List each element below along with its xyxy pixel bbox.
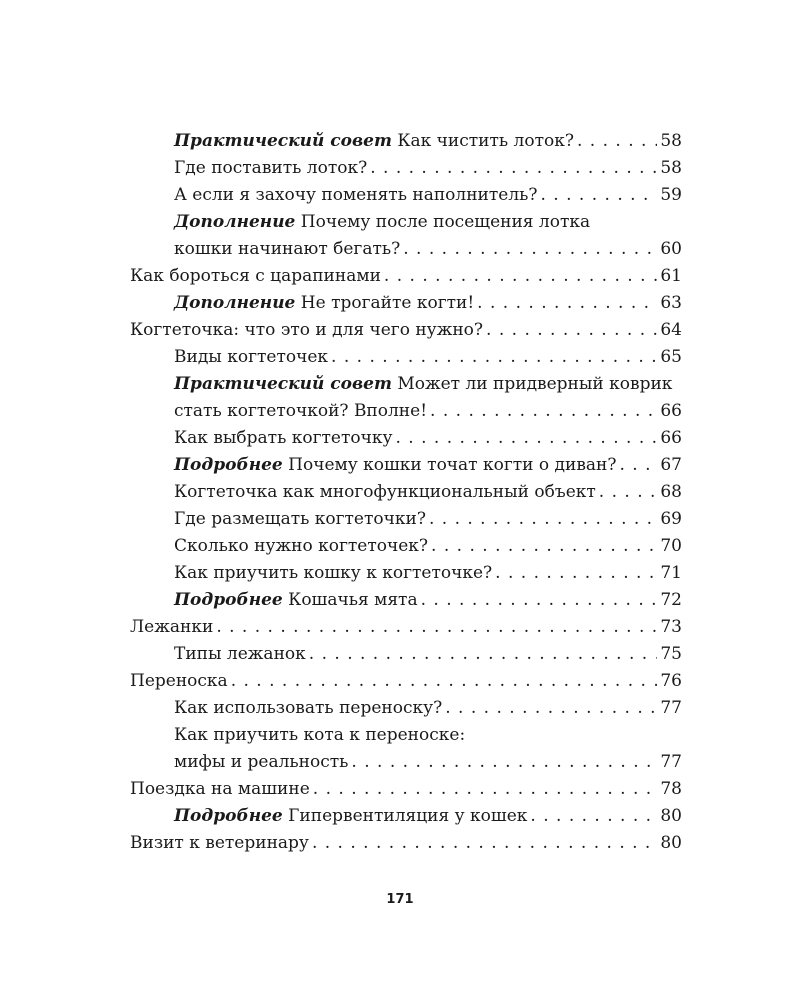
toc-entry-title [174,803,527,830]
toc-entry [130,803,682,830]
toc-entry-page: 70 [660,536,682,556]
toc-entry-title [174,425,392,452]
toc-entry-page: 75 [660,644,682,664]
dot-leader [430,398,657,425]
toc-entry [130,641,682,668]
toc-entry [130,668,682,695]
toc-entry-title [130,263,381,290]
dot-leader [486,317,657,344]
toc-entry-text: Может ли придверный коврик [397,374,673,394]
dot-leader [477,290,657,317]
toc-entry-title [174,479,596,506]
toc-entry [130,587,682,614]
toc-entry-title [174,155,367,182]
toc-entry-text: А если я захочу поменять наполнитель? [174,185,538,205]
toc-entry-title [174,128,574,155]
toc-entry-title [130,830,309,857]
table-of-contents [130,128,682,857]
toc-entry-title [174,344,328,371]
toc-entry-page: 77 [660,752,682,772]
toc-entry-title [130,614,213,641]
dot-leader [313,776,658,803]
dot-leader [431,533,657,560]
toc-entry-title [130,317,483,344]
dot-leader [541,182,658,209]
toc-entry-page: 66 [660,401,682,421]
toc-entry-title [174,641,306,668]
toc-entry-page: 77 [660,698,682,718]
toc-entry-title [174,695,442,722]
toc-entry-page: 71 [660,563,682,583]
toc-entry-text: Виды когтеточек [174,347,329,367]
toc-entry-page: 67 [660,455,682,475]
toc-entry-page: 58 [660,158,682,178]
toc-entry-title [174,722,465,749]
dot-leader [312,830,657,857]
toc-entry-page: 78 [660,779,682,799]
dot-leader [384,263,657,290]
toc-entry [130,371,682,398]
toc-entry-text: Где поставить лоток? [174,158,368,178]
toc-entry-text: Сколько нужно когтеточек? [174,536,429,556]
toc-entry [130,128,682,155]
toc-entry [130,398,682,425]
dot-leader [599,479,658,506]
toc-entry-tag: Дополнение [174,212,296,232]
toc-entry-title [174,371,672,398]
toc-entry-text: мифы и реальность [174,752,349,772]
toc-entry [130,830,682,857]
toc-entry-title [174,236,400,263]
toc-entry-text: Гипервентиляция у кошек [288,806,528,826]
dot-leader [370,155,657,182]
toc-entry-title [174,209,590,236]
toc-entry-page: 76 [660,671,682,691]
toc-entry-title [174,452,617,479]
toc-entry-text: Как приучить кошку к когтеточке? [174,563,493,583]
toc-entry [130,560,682,587]
toc-entry-text: кошки начинают бегать? [174,239,401,259]
toc-entry-text: Как выбрать когтеточку [174,428,393,448]
toc-entry-page: 66 [660,428,682,448]
toc-entry [130,155,682,182]
toc-entry [130,452,682,479]
toc-entry-title [174,290,474,317]
toc-entry [130,209,682,236]
toc-entry [130,479,682,506]
toc-entry-text: Почему после посещения лотка [300,212,591,232]
dot-leader [403,236,657,263]
toc-entry-page: 60 [660,239,682,259]
toc-entry-page: 61 [660,266,682,286]
dot-leader [216,614,657,641]
dot-leader [429,506,657,533]
toc-entry-tag: Практический совет [174,131,392,151]
toc-entry-title [130,668,228,695]
toc-entry [130,263,682,290]
toc-entry-page: 69 [660,509,682,529]
toc-entry-text: Кошачья мята [288,590,418,610]
toc-entry-title [174,182,538,209]
toc-entry-page: 73 [660,617,682,637]
toc-entry-text: Как использовать переноску? [174,698,443,718]
toc-entry-text: Когтеточка как многофункциональный объект [174,482,596,502]
toc-entry-title [174,749,348,776]
dot-leader [530,803,657,830]
toc-entry-tag: Подробнее [174,590,283,610]
dot-leader [351,749,657,776]
toc-entry-text: стать когтеточкой? Вполне! [174,401,428,421]
toc-entry-page: 64 [660,320,682,340]
toc-entry [130,722,682,749]
toc-entry-page: 80 [660,806,682,826]
dot-leader [331,344,657,371]
toc-entry-text: Как бороться с царапинами [130,266,381,286]
toc-entry-page: 68 [660,482,682,502]
toc-entry [130,506,682,533]
toc-entry-text: Визит к ветеринару [130,833,309,853]
toc-entry [130,749,682,776]
toc-entry-title [174,533,428,560]
dot-leader [577,128,657,155]
toc-entry-title [174,587,418,614]
toc-entry [130,317,682,344]
toc-entry-tag: Дополнение [174,293,296,313]
dot-leader [421,587,658,614]
toc-entry-title [174,560,492,587]
toc-entry-text: Почему кошки точат когти о диван? [288,455,617,475]
toc-entry [130,533,682,560]
dot-leader [309,641,658,668]
dot-leader [620,452,658,479]
toc-entry-page: 72 [660,590,682,610]
dot-leader [395,425,657,452]
toc-entry-text: Типы лежанок [174,644,306,664]
toc-entry-text: Не трогайте когти! [300,293,475,313]
toc-entry [130,776,682,803]
toc-entry-title [174,506,426,533]
toc-entry-text: Как приучить кота к переноске: [174,725,466,745]
toc-entry-tag: Практический совет [174,374,392,394]
toc-entry-text: Переноска [130,671,228,691]
toc-entry [130,182,682,209]
toc-entry-text: Как чистить лоток? [397,131,574,151]
toc-entry-text: Лежанки [130,617,214,637]
toc-entry-page: 80 [660,833,682,853]
toc-entry-title [174,398,427,425]
toc-entry [130,425,682,452]
dot-leader [231,668,658,695]
dot-leader [445,695,657,722]
dot-leader [495,560,657,587]
toc-entry-text: Где размещать когтеточки? [174,509,426,529]
toc-entry-text: Когтеточка: что это и для чего нужно? [130,320,484,340]
toc-entry-tag: Подробнее [174,806,283,826]
toc-entry [130,695,682,722]
toc-entry [130,290,682,317]
toc-entry-page: 65 [660,347,682,367]
page-number: 171 [386,892,414,907]
toc-entry [130,344,682,371]
toc-entry-page: 63 [660,293,682,313]
toc-entry-title [130,776,310,803]
toc-entry [130,614,682,641]
toc-entry-page: 58 [660,131,682,151]
toc-entry [130,236,682,263]
toc-entry-page: 59 [660,185,682,205]
toc-entry-tag: Подробнее [174,455,283,475]
toc-entry-text: Поездка на машине [130,779,310,799]
